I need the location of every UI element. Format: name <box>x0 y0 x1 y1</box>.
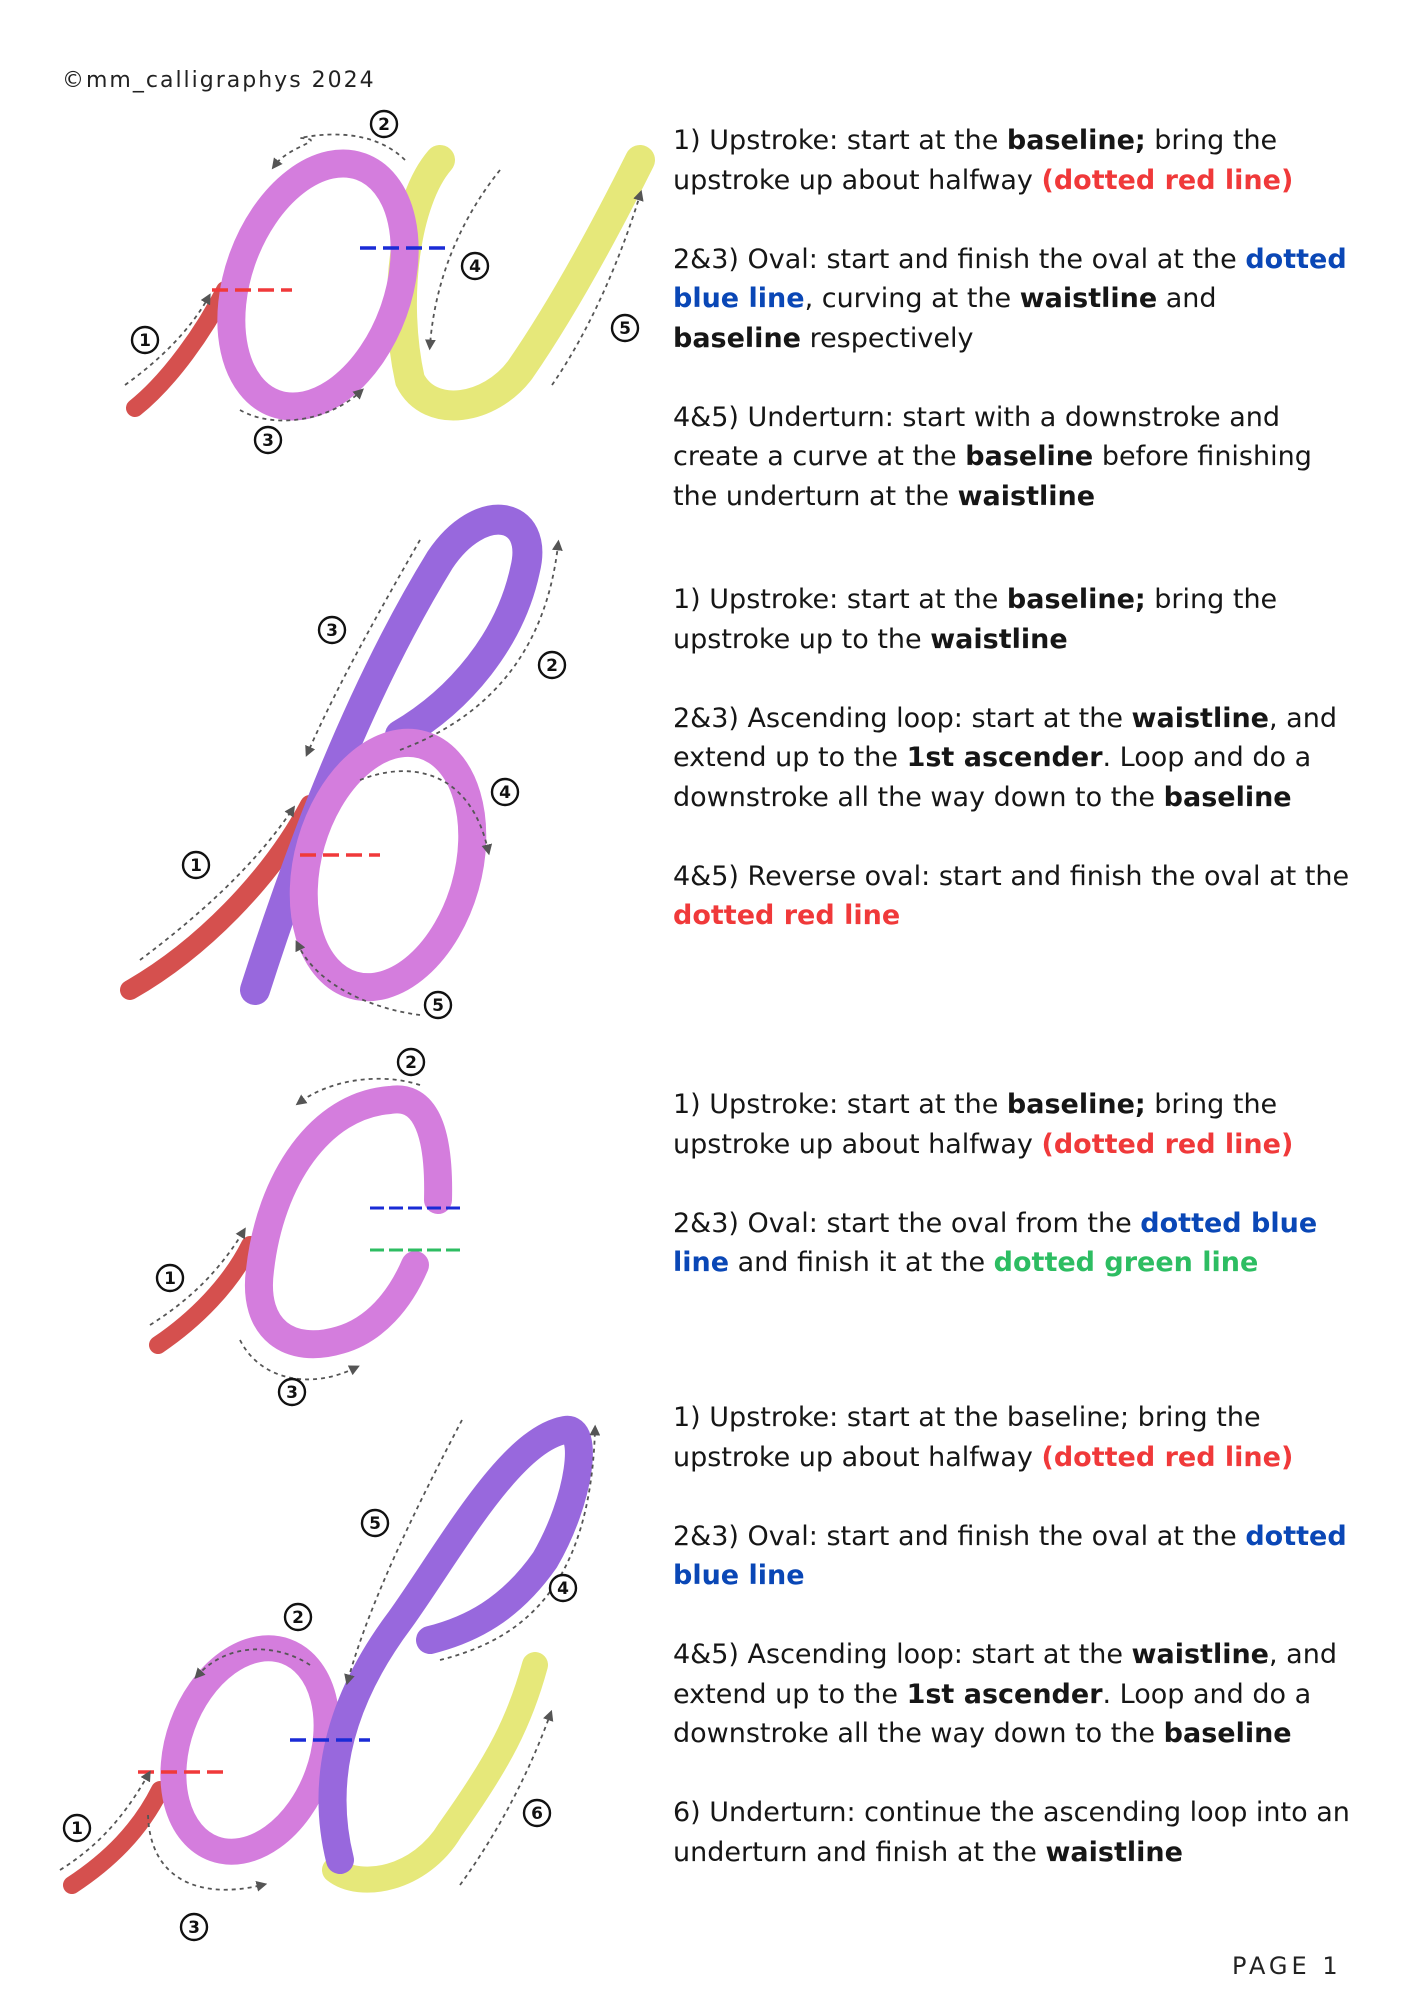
svg-text:5: 5 <box>619 319 631 339</box>
letter-c-figure <box>0 1040 660 1420</box>
letter-d-step-2-badge <box>285 1604 311 1630</box>
svg-text:4: 4 <box>557 1579 569 1599</box>
letter-b-step-upstroke: 1) Upstroke: start at the baseline; bring the upstroke up to the waistline <box>673 584 1278 655</box>
letter-b-step-1-badge <box>183 852 209 878</box>
letter-c-oval <box>259 1099 438 1344</box>
letter-c-step-2-badge <box>398 1049 424 1075</box>
letter-b-step-reverse-oval: 4&5) Reverse oval: start and finish the oval at the dotted red line <box>673 860 1350 931</box>
letter-a-step-3-badge <box>255 427 281 453</box>
svg-text:2: 2 <box>546 656 558 676</box>
svg-text:3: 3 <box>262 431 274 451</box>
letter-b-step-4-badge <box>492 779 518 805</box>
letter-d-diagram <box>0 1400 660 1960</box>
svg-text:5: 5 <box>432 996 444 1016</box>
svg-text:2: 2 <box>378 115 390 135</box>
svg-text:3: 3 <box>326 621 338 641</box>
letter-a-step-oval: 2&3) Oval: start and finish the oval at the dotted blue line, curving at the waistline and baseline respectively <box>673 243 1347 354</box>
letter-d-step-underturn: 6) Underturn: continue the ascending loop into an underturn and finish at the waistline <box>673 1797 1350 1868</box>
svg-text:1: 1 <box>71 1819 83 1839</box>
svg-text:2: 2 <box>292 1608 304 1628</box>
letter-a-step-1-badge <box>132 327 158 353</box>
letter-a-step-4-badge <box>462 253 488 279</box>
letter-d-step-1-badge <box>64 1815 90 1841</box>
svg-text:4: 4 <box>469 257 481 277</box>
letter-a-figure <box>0 100 660 460</box>
letter-a-instructions <box>673 121 1353 516</box>
svg-text:1: 1 <box>190 856 202 876</box>
page-number: PAGE 1 <box>1232 1952 1342 1980</box>
letter-a-underturn-stroke <box>402 160 640 405</box>
letter-b-step-2-badge <box>539 652 565 678</box>
letter-d-figure <box>0 1400 660 1960</box>
letter-d-step-oval: 2&3) Oval: start and finish the oval at the dotted blue line <box>673 1520 1347 1591</box>
letter-b-figure <box>0 500 660 1040</box>
letter-c-upstroke <box>158 1245 250 1345</box>
svg-text:5: 5 <box>369 1514 381 1534</box>
letter-a-step-5-badge <box>612 315 638 341</box>
letter-c-step-1-badge <box>157 1265 183 1291</box>
letter-a-diagram <box>0 100 660 460</box>
letter-d-step-4-badge <box>550 1575 576 1601</box>
svg-text:4: 4 <box>499 783 511 803</box>
svg-text:3: 3 <box>286 1383 298 1403</box>
letter-d-step-3-badge <box>181 1914 207 1940</box>
svg-text:2: 2 <box>405 1053 417 1073</box>
letter-d-instructions <box>673 1398 1353 1872</box>
letter-a-step-underturn: 4&5) Underturn: start with a downstroke and create a curve at the baseline before finishing the underturn at the waistline <box>673 401 1312 512</box>
letter-d-step-6-badge <box>524 1800 550 1826</box>
letter-b-step-5-badge <box>425 992 451 1018</box>
svg-text:3: 3 <box>188 1918 200 1938</box>
letter-a-step-upstroke: 1) Upstroke: start at the baseline; bring the upstroke up about halfway (dotted red line) <box>673 125 1294 196</box>
letter-b-step-3-badge <box>319 617 345 643</box>
letter-d-step-upstroke: 1) Upstroke: start at the baseline; bring the upstroke up about halfway (dotted red line) <box>673 1402 1294 1473</box>
letter-b-instructions <box>673 580 1353 936</box>
letter-d-step-ascending-loop: 4&5) Ascending loop: start at the waistline, and extend up to the 1st ascender. Loop and do a downstroke all the way down to the baseline <box>673 1639 1337 1749</box>
letter-b-step-ascending-loop: 2&3) Ascending loop: start at the waistline, and extend up to the 1st ascender. Loop and do a downstroke all the way down to the baseline <box>673 702 1337 813</box>
svg-text:1: 1 <box>164 1269 176 1289</box>
svg-text:6: 6 <box>531 1804 543 1824</box>
letter-c-diagram <box>0 1040 660 1420</box>
letter-c-instructions <box>673 1085 1353 1283</box>
letter-d-step-5-badge <box>362 1510 388 1536</box>
letter-a-step-2-badge <box>371 111 397 137</box>
svg-text:1: 1 <box>139 331 151 351</box>
letter-c-step-oval: 2&3) Oval: start the oval from the dotted blue line and finish it at the dotted green line <box>673 1207 1318 1278</box>
copyright-text: ©mm_calligraphys 2024 <box>62 68 376 93</box>
letter-b-diagram <box>0 500 660 1040</box>
letter-c-step-upstroke: 1) Upstroke: start at the baseline; bring the upstroke up about halfway (dotted red line) <box>673 1089 1294 1160</box>
letter-d-ascending-loop <box>333 1430 579 1860</box>
